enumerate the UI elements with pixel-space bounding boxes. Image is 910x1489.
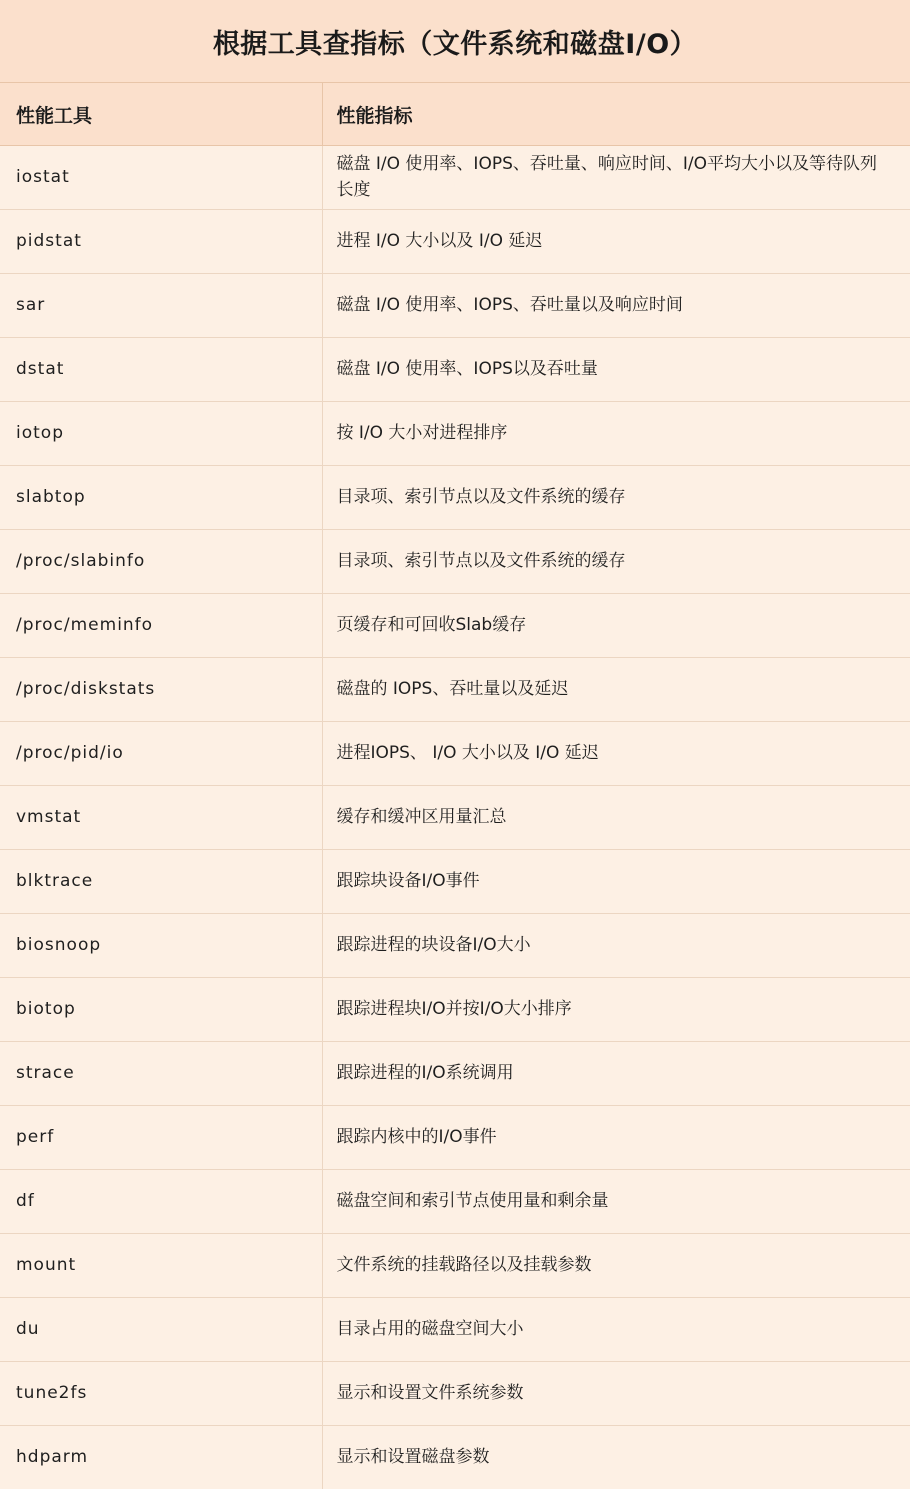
page-title: 根据工具查指标（文件系统和磁盘I/O） <box>213 22 697 61</box>
cell-metric: 磁盘 I/O 使用率、IOPS以及吞吐量 <box>322 338 910 402</box>
table-row <box>0 210 910 274</box>
cell-tool: iotop <box>0 402 322 466</box>
table-row <box>0 1362 910 1426</box>
column-header-metric: 性能指标 <box>322 83 910 146</box>
document-title-bar <box>0 0 910 83</box>
table-row <box>0 530 910 594</box>
cell-metric: 磁盘的 IOPS、吞吐量以及延迟 <box>322 658 910 722</box>
cell-tool: hdparm <box>0 1426 322 1489</box>
cell-metric: 进程 I/O 大小以及 I/O 延迟 <box>322 210 910 274</box>
cell-tool: /proc/meminfo <box>0 594 322 658</box>
table-header-row <box>0 83 910 146</box>
cell-metric: 显示和设置磁盘参数 <box>322 1426 910 1489</box>
table-row <box>0 978 910 1042</box>
cell-tool: /proc/pid/io <box>0 722 322 786</box>
table-row <box>0 1042 910 1106</box>
cell-metric: 跟踪内核中的I/O事件 <box>322 1106 910 1170</box>
cell-tool: /proc/slabinfo <box>0 530 322 594</box>
table-row <box>0 658 910 722</box>
cell-tool: blktrace <box>0 850 322 914</box>
cell-tool: tune2fs <box>0 1362 322 1426</box>
cell-tool: mount <box>0 1234 322 1298</box>
cell-metric: 缓存和缓冲区用量汇总 <box>322 786 910 850</box>
cell-tool: vmstat <box>0 786 322 850</box>
table-row <box>0 722 910 786</box>
cell-tool: /proc/diskstats <box>0 658 322 722</box>
tools-metrics-table <box>0 83 910 1489</box>
table-row <box>0 850 910 914</box>
cell-tool: df <box>0 1170 322 1234</box>
cell-metric: 磁盘空间和索引节点使用量和剩余量 <box>322 1170 910 1234</box>
table-row <box>0 1298 910 1362</box>
cell-metric: 跟踪进程块I/O并按I/O大小排序 <box>322 978 910 1042</box>
cell-tool: du <box>0 1298 322 1362</box>
cell-metric: 页缓存和可回收Slab缓存 <box>322 594 910 658</box>
cell-tool: sar <box>0 274 322 338</box>
cell-metric: 目录项、索引节点以及文件系统的缓存 <box>322 466 910 530</box>
table-row <box>0 1234 910 1298</box>
cell-metric: 跟踪进程的块设备I/O大小 <box>322 914 910 978</box>
cell-metric: 磁盘 I/O 使用率、IOPS、吞吐量、响应时间、I/O平均大小以及等待队列长度 <box>322 146 910 210</box>
table-row <box>0 1170 910 1234</box>
table-header <box>0 83 910 146</box>
column-header-tool: 性能工具 <box>0 83 322 146</box>
table-row <box>0 146 910 210</box>
table-row <box>0 274 910 338</box>
table-row <box>0 1426 910 1489</box>
table-row <box>0 338 910 402</box>
table-row <box>0 466 910 530</box>
cell-metric: 按 I/O 大小对进程排序 <box>322 402 910 466</box>
cell-tool: pidstat <box>0 210 322 274</box>
cell-metric: 目录项、索引节点以及文件系统的缓存 <box>322 530 910 594</box>
cell-tool: strace <box>0 1042 322 1106</box>
cell-metric: 文件系统的挂载路径以及挂载参数 <box>322 1234 910 1298</box>
cell-tool: dstat <box>0 338 322 402</box>
cell-metric: 进程IOPS、 I/O 大小以及 I/O 延迟 <box>322 722 910 786</box>
cell-metric: 目录占用的磁盘空间大小 <box>322 1298 910 1362</box>
table-row <box>0 914 910 978</box>
cell-tool: biotop <box>0 978 322 1042</box>
cell-metric: 显示和设置文件系统参数 <box>322 1362 910 1426</box>
cell-tool: slabtop <box>0 466 322 530</box>
cell-tool: biosnoop <box>0 914 322 978</box>
table-row <box>0 786 910 850</box>
cell-metric: 磁盘 I/O 使用率、IOPS、吞吐量以及响应时间 <box>322 274 910 338</box>
cell-tool: iostat <box>0 146 322 210</box>
table-row <box>0 402 910 466</box>
table-row <box>0 594 910 658</box>
table-body <box>0 146 910 1489</box>
cell-tool: perf <box>0 1106 322 1170</box>
table-row <box>0 1106 910 1170</box>
cell-metric: 跟踪进程的I/O系统调用 <box>322 1042 910 1106</box>
cell-metric: 跟踪块设备I/O事件 <box>322 850 910 914</box>
